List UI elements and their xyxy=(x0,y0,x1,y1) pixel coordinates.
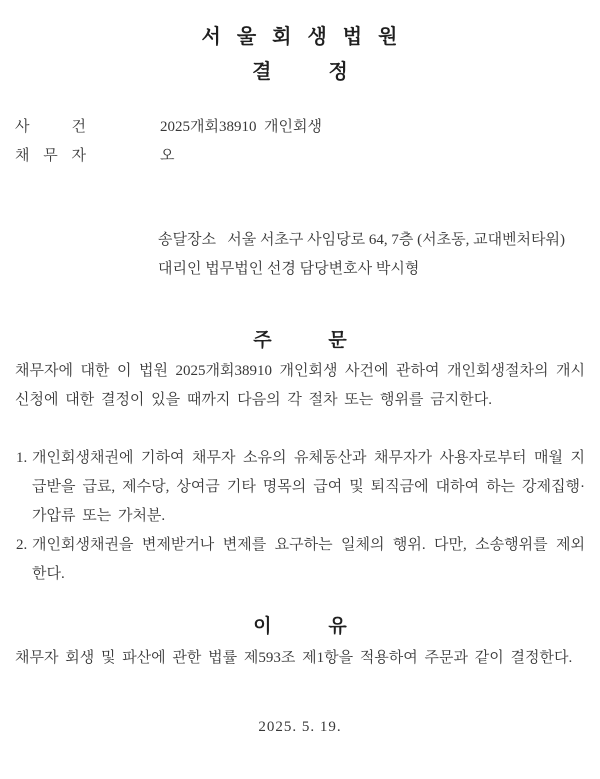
court-name: 서 울 회 생 법 원 xyxy=(201,26,399,48)
order-item-1-text: 개인회생채권에 기하여 채무자 소유의 유체동산과 채무자가 사용자로부터 매월 지급받을 급료, 제수당, 상여금 기타 명목의 급여 및 퇴직금에 대하여 하는 강제집행·가압류 또는 가처분. xyxy=(32,450,585,524)
case-info-table xyxy=(15,113,585,171)
order-item-2-text: 개인회생채권을 변제받거나 변제를 요구하는 일체의 행위. 다만, 소송행위를 제외한다. xyxy=(32,537,585,582)
order-item-2-number: 2. xyxy=(16,537,28,553)
reason-paragraph: 채무자 회생 및 파산에 관한 법률 제593조 제1항을 적용하여 주문과 같이 결정한다. xyxy=(15,650,573,666)
debtor-row xyxy=(15,142,585,171)
service-info-block xyxy=(158,226,585,284)
order-item-1 xyxy=(15,444,585,531)
representative-info: 대리인 법무법인 선경 담당변호사 박시형 xyxy=(158,261,420,277)
case-number-row xyxy=(15,113,585,142)
reason-section-heading: 이 유 xyxy=(253,616,347,637)
order-intro-paragraph: 채무자에 대한 이 법원 2025개회38910 개인회생 사건에 관하여 개인회생절차의 개시 신청에 대한 결정이 있을 때까지 다음의 각 절차 또는 행위를 금지한다. xyxy=(15,363,585,408)
order-item-2 xyxy=(15,531,585,589)
order-section-heading: 주 문 xyxy=(253,330,347,351)
decision-date: 2025. 5. 19. xyxy=(258,719,342,735)
debtor-label: 채 무 자 xyxy=(15,148,86,164)
case-number-label: 사 건 xyxy=(15,119,86,135)
document-title: 결 정 xyxy=(252,61,348,83)
order-item-1-number: 1. xyxy=(16,450,28,466)
service-address: 송달장소 서울 서초구 사임당로 64, 7층 (서초동, 교대벤처타워) xyxy=(158,232,566,248)
order-items-list xyxy=(15,444,585,589)
debtor-value: 오 xyxy=(160,148,175,164)
case-number-value: 2025개회38910 개인회생 xyxy=(160,119,322,135)
